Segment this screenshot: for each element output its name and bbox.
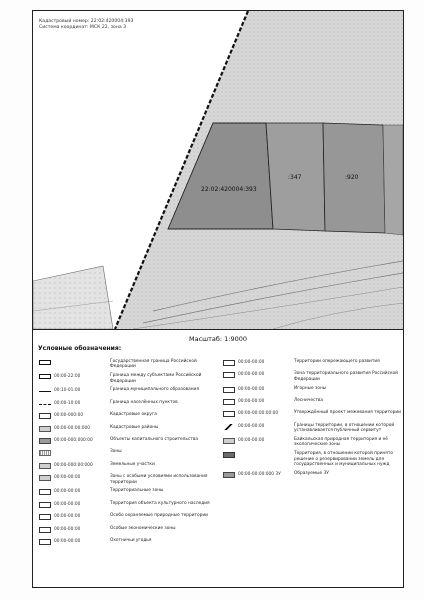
legend-description: Лесничества (294, 397, 324, 403)
map-canvas (33, 11, 403, 329)
legend-code: 00:00-00:00:00:00 (238, 411, 279, 417)
legend-description: Зона территориального развития Российской Федерации (294, 371, 398, 382)
legend-code: 00:00-00:00 (238, 398, 265, 404)
legend-item (39, 526, 219, 535)
legend-description: Утверждённый проект межевания территории (294, 410, 401, 416)
legend-description: Образуемые ЗУ (294, 470, 329, 476)
legend-code: 00:00-00:00 (54, 538, 81, 544)
legend-item (223, 386, 403, 395)
legend-item (223, 423, 403, 434)
stamp-coordinate-system: Система координат: МСК 22, зона 3 (39, 25, 127, 30)
legend-item (39, 501, 219, 510)
legend-code: 00:00-00:00 (54, 475, 81, 481)
legend-item (39, 437, 219, 446)
legend-description: Зоны (110, 449, 122, 455)
legend-swatch (223, 360, 235, 366)
legend-swatch (223, 411, 235, 417)
legend-code: 00:00-00:00 (238, 386, 265, 392)
legend-swatch (39, 450, 51, 456)
legend-item (223, 437, 403, 448)
legend-column-left (39, 359, 219, 550)
legend-description: Кадастровые районы (110, 424, 159, 430)
legend-code: 00:00-000:00:000 (54, 462, 93, 468)
legend-item (39, 425, 219, 434)
legend-code: 00:00-00:00:000 ЗУ (238, 471, 281, 477)
legend-swatch (39, 374, 51, 379)
parcel-label-main: 22:02:420004:393 (201, 186, 257, 193)
legend-item (223, 451, 403, 467)
legend-description: Территория объекта культурного наследия (110, 500, 210, 506)
legend-code: 00:00-000:00 (54, 413, 84, 419)
legend-description: Кадастровые округа (110, 412, 157, 418)
legend-item (39, 412, 219, 421)
legend-swatch (39, 489, 51, 495)
legend-code: 00:00-00:00 (238, 372, 265, 378)
scale-label: Масштаб: 1:9000 (188, 335, 247, 343)
legend-swatch (39, 527, 51, 533)
legend-description: Игорные зоны (294, 385, 327, 391)
legend-swatch (39, 404, 51, 405)
legend-description: Территории опережающего развития (294, 359, 380, 364)
legend-item (39, 513, 219, 522)
legend-description: Граница населённых пунктов (110, 399, 178, 405)
land-area-left (33, 266, 113, 329)
legend-item (223, 471, 403, 480)
legend-item (223, 359, 403, 368)
legend-code: 00:00-00:00 (54, 514, 81, 520)
legend-swatch (39, 438, 51, 444)
legend-swatch (223, 424, 235, 430)
legend-swatch (39, 391, 51, 392)
legend-swatch (223, 372, 235, 378)
legend-item (39, 474, 219, 485)
legend-description: Границы территории, в отношении которой устанавливается публичный сервитут (294, 422, 395, 434)
legend-code: 00:00-22:00 (54, 374, 81, 380)
legend-description: Граница муниципального образования (110, 387, 199, 393)
legend-title: Условные обозначения: (38, 345, 122, 352)
legend-description: Особые экономические зоны (110, 525, 176, 531)
legend-code: 00:00-00:00 (54, 526, 81, 532)
legend-swatch (223, 472, 235, 478)
legend-item (223, 398, 403, 407)
cadastral-map[interactable] (33, 11, 403, 330)
legend-item (39, 449, 219, 458)
legend-item (39, 387, 219, 396)
legend-description: Объекты капитального строительства (110, 436, 198, 442)
legend-swatch (39, 539, 51, 545)
legend-swatch (223, 387, 235, 393)
parcel-edge (383, 125, 403, 235)
legend-swatch (39, 502, 51, 508)
legend-description: Государственная граница Российской Федерации (110, 359, 197, 370)
legend-code: 00:00-00:00 (54, 489, 81, 495)
legend-description: Территория, в отношении которой принято решение о резервировании земель для государственных и муниципальных нужд (294, 451, 394, 467)
legend-swatch (39, 360, 51, 365)
legend-item (39, 488, 219, 497)
legend-code: 00:00-10:00 (54, 400, 81, 406)
document-frame (32, 10, 404, 588)
legend-description: Территориальные зоны (110, 488, 164, 494)
legend-swatch (223, 452, 235, 458)
legend-swatch (223, 399, 235, 405)
legend-description: Охотничьи угодья (110, 537, 152, 543)
legend-code: 00:00-00:00:000 (54, 425, 90, 431)
legend-swatch (39, 413, 51, 419)
legend-swatch (39, 514, 51, 520)
legend-item (223, 410, 403, 419)
legend-code: 00:00-00:00 (54, 501, 81, 507)
legend-item (39, 538, 219, 547)
parcel-label-347: :347 (288, 174, 302, 181)
legend-code: 00:00-00:00 (238, 437, 265, 443)
legend-code: 00:00-00:00 (238, 423, 265, 429)
legend-item (223, 371, 403, 382)
map-stamp (39, 19, 133, 31)
legend-item (39, 400, 219, 409)
legend-code: 00:10-01:00 (54, 388, 81, 394)
legend-description: Зоны с особыми условиями использования территории (110, 474, 208, 485)
legend-description: Земельные участки (110, 461, 155, 467)
legend-item (39, 359, 219, 370)
legend-code: 00:00-000:000:00 (54, 437, 93, 443)
legend-description: Особо охраняемые природные территории (110, 513, 208, 519)
legend-item (39, 373, 219, 384)
legend-description: Байкальская природная территория и её экологические зоны (294, 436, 388, 448)
legend-swatch (39, 463, 51, 469)
legend-swatch (39, 426, 51, 432)
legend-column-right (223, 359, 403, 483)
legend-description: Граница между субъектами Российской Федерации (110, 373, 202, 384)
legend-item (39, 462, 219, 471)
parcel-label-920: :920 (345, 174, 359, 181)
legend-code: 00:00-00:00 (238, 360, 265, 365)
legend-swatch (223, 438, 235, 444)
stamp-cadastral-number: Кадастровый номер: 22:02:420004:393 (39, 19, 134, 24)
legend-swatch (39, 475, 51, 481)
